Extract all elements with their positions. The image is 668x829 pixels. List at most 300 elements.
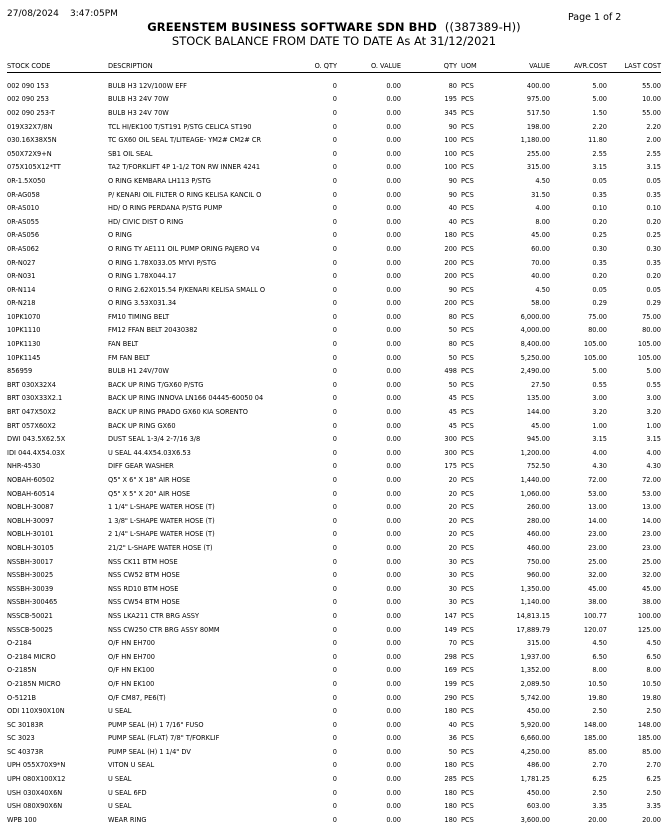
cell-description: O/F HN EH700 [108, 652, 155, 661]
cell-stock-code: 10PK1145 [7, 353, 41, 362]
cell-stock-code: USH 080X90X6N [7, 802, 63, 811]
cell-value: 1,200.00 [520, 448, 550, 457]
table-row [7, 664, 661, 678]
cell-uom: PCS [461, 367, 474, 376]
col-opening-qty: O. QTY [294, 60, 337, 73]
cell-last-cost: 0.55 [646, 380, 661, 389]
cell-opening-qty: 0 [332, 761, 337, 770]
cell-description: FM10 TIMING BELT [108, 312, 170, 321]
company-name [0, 20, 668, 34]
cell-description: NSS CW54 BTM HOSE [108, 598, 180, 607]
cell-stock-code: 030.16X38X5N [7, 136, 57, 145]
cell-opening-value: 0.00 [386, 598, 401, 607]
cell-opening-qty: 0 [332, 421, 337, 430]
cell-uom: PCS [461, 489, 474, 498]
cell-opening-qty: 0 [332, 530, 337, 539]
cell-value: 198.00 [526, 122, 550, 131]
cell-value: 450.00 [526, 707, 550, 716]
cell-qty: 199 [444, 679, 457, 688]
report-title: STOCK BALANCE FROM DATE TO DATE As At 31/12/2021 [171, 34, 497, 48]
cell-opening-value: 0.00 [386, 231, 401, 240]
cell-opening-value: 0.00 [386, 367, 401, 376]
cell-uom: PCS [461, 163, 474, 172]
cell-description: 2 1/4" L-SHAPE WATER HOSE (T) [108, 530, 215, 539]
cell-opening-value: 0.00 [386, 476, 401, 485]
cell-description: O RING 3.53X031.34 [108, 299, 177, 308]
cell-description: DUST SEAL 1-3/4 2-7/16 3/8 [108, 435, 201, 444]
cell-stock-code: 050X72X9+N [7, 149, 52, 158]
cell-description: TC GX60 OIL SEAL T/LITEAGE- YM2# CM2# CR [108, 136, 262, 145]
cell-opening-value: 0.00 [386, 380, 401, 389]
cell-opening-qty: 0 [332, 802, 337, 811]
cell-uom: PCS [461, 299, 474, 308]
cell-uom: PCS [461, 108, 474, 117]
cell-opening-qty: 0 [332, 285, 337, 294]
cell-stock-code: UPH 055X70X9*N [7, 761, 66, 770]
cell-avr-cost: 0.05 [592, 176, 607, 185]
cell-value: 460.00 [526, 530, 550, 539]
table-row [7, 188, 661, 202]
cell-stock-code: BRT 030X33X2.1 [7, 394, 63, 403]
table-row [7, 514, 661, 528]
cell-avr-cost: 5.00 [592, 81, 607, 90]
cell-stock-code: IDI 044.4X54.03X [7, 448, 65, 457]
cell-uom: PCS [461, 122, 474, 131]
cell-description: BACK UP RING T/GX60 P/STG [108, 380, 204, 389]
cell-qty: 45 [448, 421, 457, 430]
cell-opening-qty: 0 [332, 503, 337, 512]
cell-avr-cost: 23.00 [588, 543, 607, 552]
cell-opening-qty: 0 [332, 435, 337, 444]
cell-avr-cost: 0.25 [592, 231, 607, 240]
cell-qty: 100 [444, 136, 457, 145]
cell-description: TA2 T/FORKLIFT 4P 1-1/2 TON RW INNER 4241 [108, 163, 261, 172]
cell-last-cost: 4.00 [646, 448, 661, 457]
cell-uom: PCS [461, 761, 474, 770]
cell-qty: 70 [448, 639, 457, 648]
cell-description: NSS CW52 BTM HOSE [108, 571, 180, 580]
cell-qty: 50 [448, 326, 457, 335]
table-row [7, 215, 661, 229]
cell-qty: 90 [448, 190, 457, 199]
cell-value: 255.00 [526, 149, 550, 158]
col-description: DESCRIPTION [108, 60, 294, 73]
table-row [7, 324, 661, 338]
cell-opening-value: 0.00 [386, 611, 401, 620]
cell-uom: PCS [461, 557, 474, 566]
cell-stock-code: NOBLH-30105 [7, 543, 54, 552]
cell-description: Q5" X 5" X 20" AIR HOSE [108, 489, 191, 498]
cell-description: HD/ O RING PERDANA P/STG PUMP [108, 204, 223, 213]
table-row [7, 392, 661, 406]
cell-last-cost: 13.00 [642, 503, 661, 512]
cell-stock-code: 0R-1.5X050 [7, 176, 46, 185]
cell-last-cost: 3.15 [646, 435, 661, 444]
cell-uom: PCS [461, 231, 474, 240]
cell-description: 1 1/4" L-SHAPE WATER HOSE (T) [108, 503, 215, 512]
cell-qty: 200 [444, 299, 457, 308]
cell-uom: PCS [461, 340, 474, 349]
cell-qty: 300 [444, 448, 457, 457]
cell-description: NSS LKA211 CTR BRG ASSY [108, 611, 200, 620]
cell-qty: 30 [448, 571, 457, 580]
cell-description: WEAR RING [108, 815, 147, 824]
cell-stock-code: USH 030X40X6N [7, 788, 63, 797]
cell-avr-cost: 0.05 [592, 285, 607, 294]
cell-stock-code: NSSBH-300465 [7, 598, 58, 607]
cell-opening-value: 0.00 [386, 95, 401, 104]
cell-value: 4.50 [535, 176, 550, 185]
cell-qty: 498 [444, 367, 457, 376]
cell-description: BULB H3 24V 70W [108, 95, 169, 104]
cell-avr-cost: 32.00 [588, 571, 607, 580]
cell-qty: 45 [448, 394, 457, 403]
cell-uom: PCS [461, 272, 474, 281]
cell-value: 1,180.00 [520, 136, 550, 145]
col-value: VALUE [484, 60, 550, 73]
cell-avr-cost: 75.00 [588, 312, 607, 321]
cell-avr-cost: 3.00 [592, 394, 607, 403]
cell-avr-cost: 0.30 [592, 244, 607, 253]
cell-avr-cost: 45.00 [588, 584, 607, 593]
cell-opening-qty: 0 [332, 720, 337, 729]
cell-stock-code: NOBLH-30087 [7, 503, 54, 512]
cell-opening-value: 0.00 [386, 666, 401, 675]
cell-qty: 180 [444, 761, 457, 770]
col-qty: QTY [401, 60, 457, 73]
cell-opening-qty: 0 [332, 666, 337, 675]
cell-opening-value: 0.00 [386, 761, 401, 770]
cell-value: 2,490.00 [520, 367, 550, 376]
cell-opening-qty: 0 [332, 557, 337, 566]
cell-uom: PCS [461, 543, 474, 552]
cell-avr-cost: 5.00 [592, 367, 607, 376]
cell-description: P/ KENARI OIL FILTER O RING KELISA KANCIL O [108, 190, 262, 199]
cell-qty: 175 [444, 462, 457, 471]
table-row [7, 269, 661, 283]
cell-description: U SEAL [108, 707, 132, 716]
cell-last-cost: 23.00 [642, 543, 661, 552]
cell-description: U SEAL [108, 802, 132, 811]
cell-qty: 180 [444, 788, 457, 797]
cell-value: 144.00 [526, 408, 550, 417]
cell-opening-value: 0.00 [386, 435, 401, 444]
cell-value: 4,000.00 [520, 326, 550, 335]
cell-avr-cost: 100.77 [583, 611, 607, 620]
cell-stock-code: 0R-N218 [7, 299, 36, 308]
cell-description: O/F HN EH700 [108, 639, 155, 648]
cell-value: 60.00 [531, 244, 550, 253]
cell-last-cost: 3.35 [646, 802, 661, 811]
cell-opening-value: 0.00 [386, 802, 401, 811]
cell-last-cost: 38.00 [642, 598, 661, 607]
cell-opening-value: 0.00 [386, 163, 401, 172]
cell-qty: 20 [448, 489, 457, 498]
cell-uom: PCS [461, 136, 474, 145]
cell-opening-value: 0.00 [386, 272, 401, 281]
cell-last-cost: 0.35 [646, 190, 661, 199]
cell-avr-cost: 20.00 [588, 815, 607, 824]
cell-stock-code: O-2185N [7, 666, 37, 675]
cell-qty: 290 [444, 693, 457, 702]
cell-avr-cost: 2.55 [592, 149, 607, 158]
cell-opening-value: 0.00 [386, 747, 401, 756]
cell-last-cost: 2.50 [646, 788, 661, 797]
cell-stock-code: 0R-AS055 [7, 217, 40, 226]
cell-description: BACK UP RING INNOVA LN166 04445-60050 04 [108, 394, 264, 403]
cell-stock-code: SC 40373R [7, 747, 44, 756]
cell-value: 315.00 [526, 163, 550, 172]
cell-opening-value: 0.00 [386, 217, 401, 226]
cell-stock-code: 019X32X7/8N [7, 122, 53, 131]
cell-opening-qty: 0 [332, 652, 337, 661]
cell-opening-qty: 0 [332, 326, 337, 335]
cell-stock-code: 002 090 153 [7, 81, 49, 90]
cell-description: BULB H3 24V 70W [108, 108, 169, 117]
cell-uom: PCS [461, 584, 474, 593]
cell-qty: 285 [444, 775, 457, 784]
cell-last-cost: 6.50 [646, 652, 661, 661]
cell-stock-code: 0R-AS056 [7, 231, 40, 240]
cell-value: 960.00 [526, 571, 550, 580]
cell-opening-value: 0.00 [386, 394, 401, 403]
cell-qty: 50 [448, 380, 457, 389]
cell-avr-cost: 8.00 [592, 666, 607, 675]
cell-opening-qty: 0 [332, 788, 337, 797]
cell-opening-qty: 0 [332, 394, 337, 403]
cell-last-cost: 10.50 [642, 679, 661, 688]
table-row [7, 446, 661, 460]
cell-opening-qty: 0 [332, 299, 337, 308]
cell-opening-value: 0.00 [386, 176, 401, 185]
cell-uom: PCS [461, 707, 474, 716]
cell-last-cost: 85.00 [642, 747, 661, 756]
cell-stock-code: BRT 057X60X2 [7, 421, 56, 430]
cell-qty: 180 [444, 802, 457, 811]
cell-description: BULB H1 24V/70W [108, 367, 169, 376]
cell-last-cost: 20.00 [642, 815, 661, 824]
cell-avr-cost: 2.50 [592, 707, 607, 716]
cell-last-cost: 125.00 [637, 625, 661, 634]
cell-opening-value: 0.00 [386, 815, 401, 824]
cell-uom: PCS [461, 666, 474, 675]
cell-uom: PCS [461, 312, 474, 321]
cell-description: 1 3/8" L-SHAPE WATER HOSE (T) [108, 516, 215, 525]
table-row [7, 568, 661, 582]
cell-stock-code: DWI 043.5X62.5X [7, 435, 66, 444]
table-row [7, 745, 661, 759]
table-row [7, 786, 661, 800]
cell-value: 1,440.00 [520, 476, 550, 485]
cell-description: O RING [108, 231, 132, 240]
cell-avr-cost: 3.15 [592, 163, 607, 172]
cell-avr-cost: 1.50 [592, 108, 607, 117]
table-row [7, 310, 661, 324]
cell-value: 1,781.25 [520, 775, 550, 784]
cell-opening-qty: 0 [332, 95, 337, 104]
table-row [7, 609, 661, 623]
table-row [7, 161, 661, 175]
cell-last-cost: 1.00 [646, 421, 661, 430]
cell-qty: 180 [444, 231, 457, 240]
cell-opening-qty: 0 [332, 516, 337, 525]
cell-opening-value: 0.00 [386, 639, 401, 648]
cell-opening-value: 0.00 [386, 543, 401, 552]
cell-uom: PCS [461, 639, 474, 648]
cell-opening-qty: 0 [332, 707, 337, 716]
table-row [7, 79, 661, 93]
cell-qty: 20 [448, 503, 457, 512]
cell-value: 14,813.15 [516, 611, 550, 620]
cell-opening-value: 0.00 [386, 557, 401, 566]
cell-uom: PCS [461, 503, 474, 512]
cell-opening-qty: 0 [332, 625, 337, 634]
cell-opening-value: 0.00 [386, 625, 401, 634]
table-row [7, 378, 661, 392]
cell-description: DIFF GEAR WASHER [108, 462, 174, 471]
cell-avr-cost: 0.35 [592, 190, 607, 199]
cell-opening-qty: 0 [332, 190, 337, 199]
cell-uom: PCS [461, 176, 474, 185]
cell-last-cost: 105.00 [637, 353, 661, 362]
cell-last-cost: 2.55 [646, 149, 661, 158]
cell-value: 6,000.00 [520, 312, 550, 321]
cell-opening-value: 0.00 [386, 448, 401, 457]
cell-last-cost: 0.20 [646, 272, 661, 281]
cell-stock-code: NSSCB-50021 [7, 611, 53, 620]
cell-opening-value: 0.00 [386, 149, 401, 158]
cell-uom: PCS [461, 720, 474, 729]
cell-last-cost: 32.00 [642, 571, 661, 580]
cell-uom: PCS [461, 530, 474, 539]
cell-value: 1,350.00 [520, 584, 550, 593]
cell-value: 4,250.00 [520, 747, 550, 756]
cell-uom: PCS [461, 394, 474, 403]
cell-avr-cost: 0.35 [592, 258, 607, 267]
cell-opening-qty: 0 [332, 163, 337, 172]
cell-stock-code: UPH 080X100X12 [7, 775, 66, 784]
cell-description: FM12 FFAN BELT 20430382 [108, 326, 198, 335]
cell-stock-code: O-2185N MICRO [7, 679, 61, 688]
table-row [7, 93, 661, 107]
cell-qty: 90 [448, 285, 457, 294]
cell-description: O RING TY AE111 OIL PUMP ORING PAJERO V4 [108, 244, 260, 253]
cell-value: 45.00 [531, 231, 550, 240]
cell-value: 8,400.00 [520, 340, 550, 349]
cell-avr-cost: 120.07 [583, 625, 607, 634]
cell-value: 486.00 [526, 761, 550, 770]
cell-uom: PCS [461, 326, 474, 335]
cell-uom: PCS [461, 611, 474, 620]
cell-last-cost: 80.00 [642, 326, 661, 335]
cell-description: O RING 2.62X015.54 P/KENARI KELISA SMALL O [108, 285, 266, 294]
cell-value: 135.00 [526, 394, 550, 403]
cell-value: 450.00 [526, 788, 550, 797]
cell-avr-cost: 185.00 [583, 734, 607, 743]
cell-opening-qty: 0 [332, 136, 337, 145]
cell-avr-cost: 105.00 [583, 353, 607, 362]
table-row [7, 405, 661, 419]
cell-description: NSS CK11 BTM HOSE [108, 557, 178, 566]
table-row [7, 691, 661, 705]
cell-opening-value: 0.00 [386, 108, 401, 117]
cell-stock-code: NSSBH-30017 [7, 557, 54, 566]
cell-opening-value: 0.00 [386, 462, 401, 471]
table-row [7, 528, 661, 542]
cell-description: U SEAL [108, 775, 132, 784]
cell-opening-qty: 0 [332, 489, 337, 498]
cell-avr-cost: 3.35 [592, 802, 607, 811]
cell-opening-qty: 0 [332, 312, 337, 321]
cell-uom: PCS [461, 421, 474, 430]
cell-avr-cost: 6.25 [592, 775, 607, 784]
table-row [7, 133, 661, 147]
cell-value: 27.50 [531, 380, 550, 389]
cell-opening-value: 0.00 [386, 503, 401, 512]
cell-qty: 50 [448, 747, 457, 756]
cell-qty: 20 [448, 476, 457, 485]
cell-value: 58.00 [531, 299, 550, 308]
cell-qty: 20 [448, 516, 457, 525]
cell-stock-code: 856959 [7, 367, 33, 376]
table-row [7, 813, 661, 827]
cell-stock-code: NSSBH-30025 [7, 571, 54, 580]
table-row [7, 582, 661, 596]
cell-stock-code: 10PK1070 [7, 312, 41, 321]
cell-value: 5,250.00 [520, 353, 550, 362]
cell-last-cost: 45.00 [642, 584, 661, 593]
cell-opening-value: 0.00 [386, 204, 401, 213]
cell-opening-qty: 0 [332, 272, 337, 281]
table-body [7, 73, 661, 827]
cell-description: 21/2" L-SHAPE WATER HOSE (T) [108, 543, 213, 552]
cell-stock-code: 0R-AS062 [7, 244, 40, 253]
cell-qty: 100 [444, 149, 457, 158]
cell-opening-qty: 0 [332, 231, 337, 240]
cell-stock-code: NOBAH-60514 [7, 489, 55, 498]
cell-stock-code: 0R-N031 [7, 272, 36, 281]
cell-stock-code: 0R-AS010 [7, 204, 40, 213]
cell-last-cost: 0.25 [646, 231, 661, 240]
print-date: 27/08/2024 [7, 9, 59, 19]
cell-qty: 90 [448, 176, 457, 185]
table-row [7, 242, 661, 256]
cell-avr-cost: 0.55 [592, 380, 607, 389]
cell-qty: 345 [444, 108, 457, 117]
cell-description: FAN BELT [108, 340, 139, 349]
cell-opening-qty: 0 [332, 81, 337, 90]
cell-last-cost: 3.20 [646, 408, 661, 417]
cell-uom: PCS [461, 380, 474, 389]
cell-description: U SEAL 6FD [108, 788, 147, 797]
company-title: GREENSTEM BUSINESS SOFTWARE SDN BHD [147, 20, 437, 34]
table-row [7, 432, 661, 446]
cell-avr-cost: 3.20 [592, 408, 607, 417]
cell-qty: 20 [448, 530, 457, 539]
cell-uom: PCS [461, 788, 474, 797]
cell-stock-code: NSSCB-50025 [7, 625, 53, 634]
cell-opening-value: 0.00 [386, 584, 401, 593]
cell-value: 1,937.00 [520, 652, 550, 661]
cell-avr-cost: 85.00 [588, 747, 607, 756]
cell-stock-code: 002 090 253-T [7, 108, 55, 117]
cell-uom: PCS [461, 95, 474, 104]
table-row [7, 541, 661, 555]
table-row [7, 351, 661, 365]
cell-qty: 30 [448, 598, 457, 607]
cell-last-cost: 25.00 [642, 557, 661, 566]
cell-last-cost: 0.10 [646, 204, 661, 213]
